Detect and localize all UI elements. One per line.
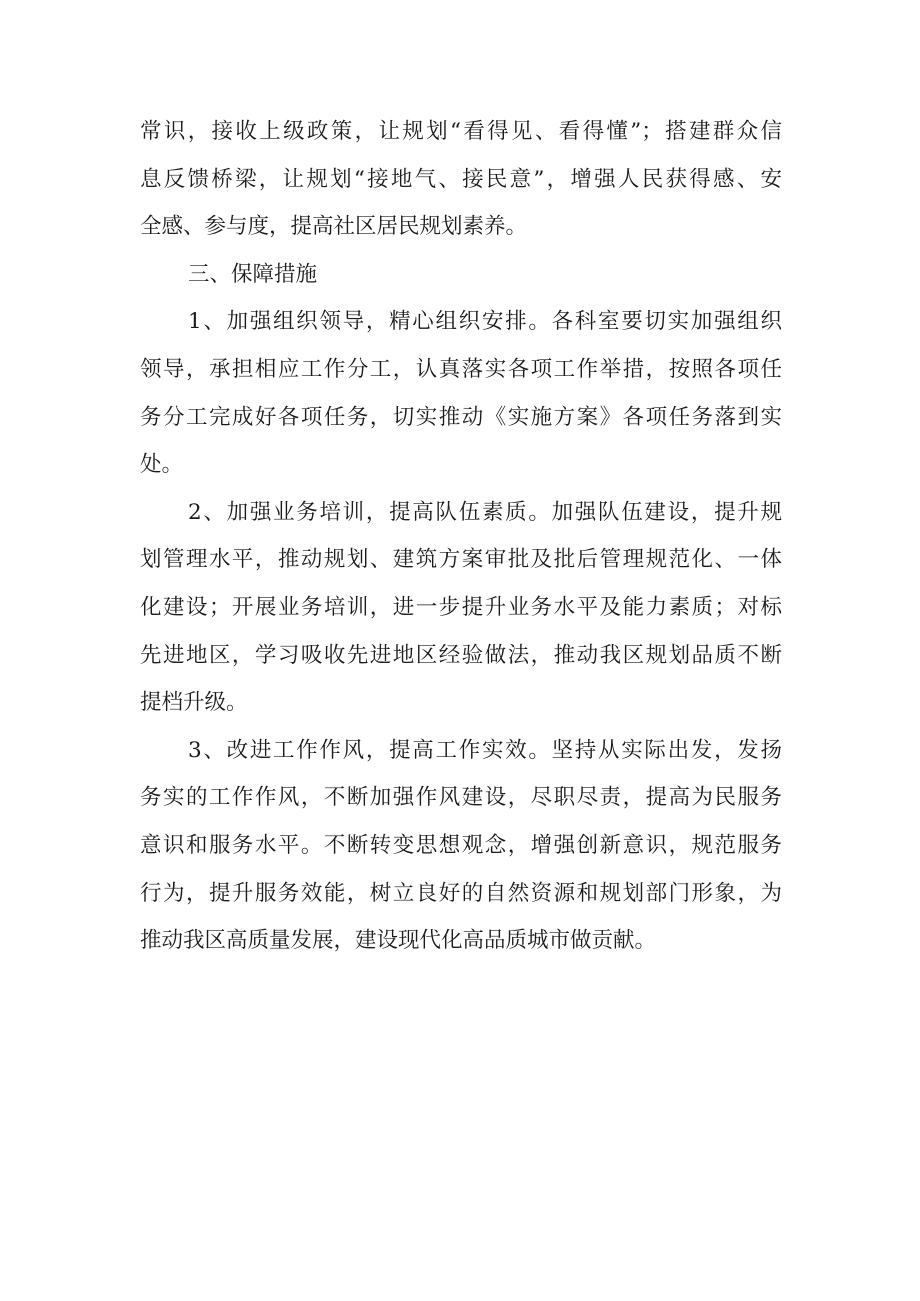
paragraph-line: 意识和服务水平。不断转变思想观念，增强创新意识，规范服务 xyxy=(140,832,782,858)
paragraph-line: 化建设；开展业务培训，进一步提升业务水平及能力素质；对标 xyxy=(140,594,782,620)
paragraph-line: 提档升级。 xyxy=(140,690,248,716)
paragraph-line: 常识，接收上级政策，让规划“看得见、看得懂”；搭建群众信 xyxy=(140,119,782,144)
paragraph-line: 领导，承担相应工作分工，认真落实各项工作举措，按照各项任 xyxy=(140,356,782,382)
paragraph-line: 先进地区，学习吸收先进地区经验做法，推动我区规划品质不断 xyxy=(140,642,782,668)
paragraph-line: 务分工完成好各项任务，切实推动《实施方案》各项任务落到实 xyxy=(140,404,782,430)
paragraph-line: 行为，提升服务效能，树立良好的自然资源和规划部门形象，为 xyxy=(140,880,782,906)
document-body xyxy=(140,108,782,965)
paragraph-line: 推动我区高质量发展，建设现代化高品质城市做贡献。 xyxy=(140,928,657,954)
paragraph-line: 全感、参与度，提高社区居民规划素养。 xyxy=(140,214,528,240)
paragraph-line: 1、加强组织领导，精心组织安排。各科室要切实加强组织 xyxy=(188,309,782,335)
paragraph-line: 2、加强业务培训，提高队伍素质。加强队伍建设，提升规 xyxy=(188,499,782,525)
paragraph-line: 处。 xyxy=(140,452,184,478)
paragraph-line: 划管理水平，推动规划、建筑方案审批及批后管理规范化、一体 xyxy=(140,547,782,573)
paragraph-line: 3、改进工作作风，提高工作实效。坚持从实际出发，发扬 xyxy=(188,737,782,763)
paragraph-line: 息反馈桥梁，让规划“接地气、接民意”，增强人民获得感、安 xyxy=(140,166,782,192)
paragraph-line: 务实的工作作风，不断加强作风建设，尽职尽责，提高为民服务 xyxy=(140,785,782,811)
section-heading: 三、保障措施 xyxy=(188,261,318,287)
